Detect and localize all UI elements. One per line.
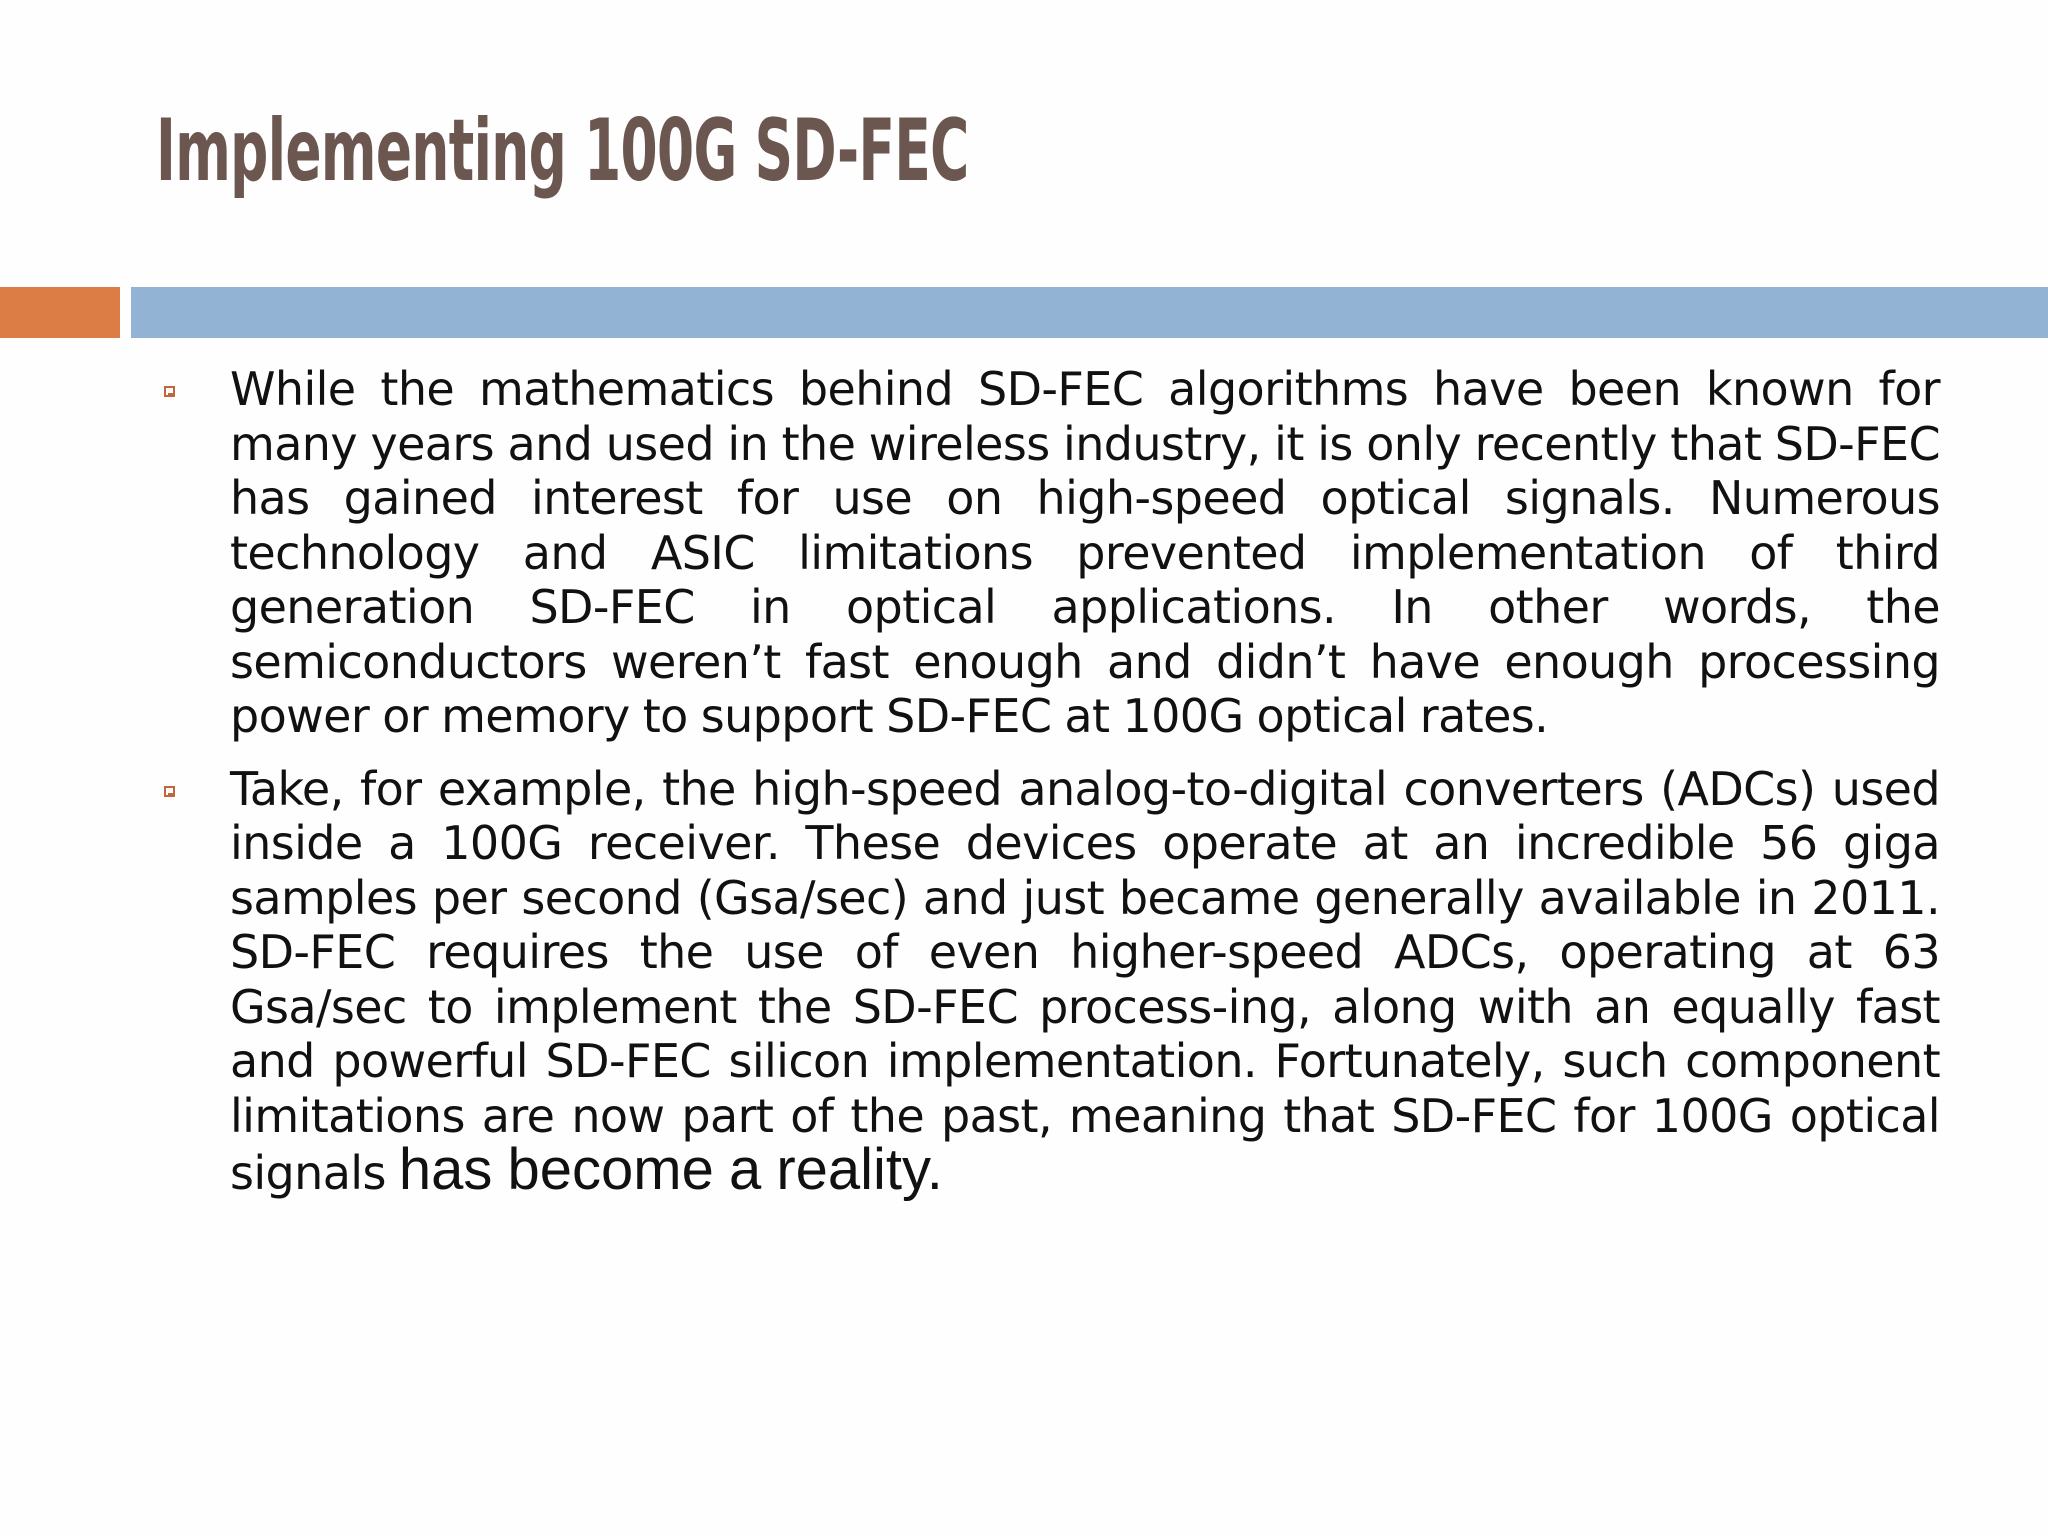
square-bullet-icon (164, 386, 175, 397)
bullet-item (150, 762, 1940, 1201)
bullet-text: While the mathematics behind SD-FEC algorithms have been known for many years and used in the wireless industry, it is only recently that SD-FEC has gained interest for use on high-speed optical signals. Numerous technology and ASIC limitations prevented implementation of third generation SD-FEC in optical applications. In other words, the semiconductors weren’t fast enough and didn’t have enough processing power or memory to support SD-FEC at 100G optical rates. (230, 362, 1940, 743)
bullet-item (150, 362, 1940, 744)
slide-title: Implementing 100G SD-FEC (156, 101, 969, 201)
bullet-text (230, 762, 1940, 1201)
title-accent-bar (0, 287, 120, 338)
bullet-list (150, 362, 1940, 1219)
bullet-text-main: Take, for example, the high-speed analog-to-digital converters (ADCs) used inside a 100G receiver. These devices operate at an incredible 56 giga samples per second (Gsa/sec) and just became generally available in 2011. SD-FEC requires the use of even higher-speed ADCs, operating at 63 Gsa/sec to implement the SD-FEC process-ing, along with an equally fast and powerful SD-FEC silicon implementation. Fortunately, such component limitations are now part of the past, meaning that SD-FEC for 100G optical signals (230, 761, 1940, 1200)
title-divider-bar (131, 287, 2048, 338)
square-bullet-icon (164, 786, 175, 797)
bullet-text-tail: has become a reality. (398, 1137, 943, 1202)
